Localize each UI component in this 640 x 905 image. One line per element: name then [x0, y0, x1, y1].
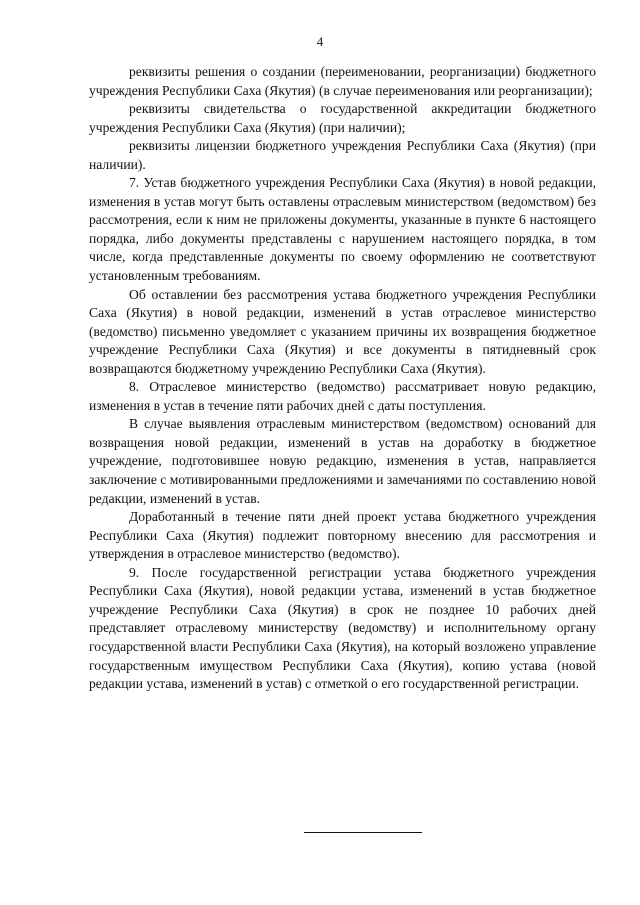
paragraph-resubmission: Доработанный в течение пяти дней проект устава бюджетного учреждения Республики Саха (Якутия) подлежит повторному внесению для рассмотрения и утверждения в отраслевое министерство (ведомство).	[89, 509, 596, 562]
paragraph-item-9: 9. После государственной регистрации устава бюджетного учреждения Республики Саха (Якутия), новой редакции устава, изменений в устав бюджетное учреждение Республики Саха (Якутия) в срок не позднее 10 рабочих дней представляет отраслевому министерству (ведомству) и исполнительному органу государственной власти Республики Саха (Якутия), на который возложено управление государственным имуществом Республики Саха (Якутия), копию устава (новой редакции устава, изменений в устав) с отметкой о его государственной регистрации.	[89, 564, 596, 692]
paragraph-requisites-accreditation: реквизиты свидетельства о государственной аккредитации бюджетного учреждения Республики Саха (Якутия) (при наличии);	[89, 101, 596, 135]
paragraph-item-7: 7. Устав бюджетного учреждения Республики Саха (Якутия) в новой редакции, изменения в устав могут быть оставлены отраслевым министерством (ведомством) без рассмотрения, если к ним не приложены документы, указанные в пункте 6 настоящего порядка, либо документы представлены с нарушением настоящего порядка, в том числе, когда представленные документы по своему оформлению не соответствуют установленным требованиям.	[89, 175, 596, 284]
page-number: 4	[316, 34, 324, 49]
document-body	[89, 63, 596, 694]
paragraph-item-8: 8. Отраслевое министерство (ведомство) рассматривает новую редакцию, изменения в устав в течение пяти рабочих дней с даты поступления.	[89, 379, 596, 413]
paragraph-requisites-decision: реквизиты решения о создании (переименовании, реорганизации) бюджетного учреждения Республики Саха (Якутия) (в случае переименования или реорганизации);	[89, 64, 596, 98]
paragraph-rejection-notice: Об оставлении без рассмотрения устава бюджетного учреждения Республики Саха (Якутия) в новой редакции, изменений в устав отраслевое министерство (ведомство) письменно уведомляет с указанием причины их возвращения бюджетное учреждение Республики Саха (Якутия) и все документы в пятидневный срок возвращаются бюджетному учреждению Республики Саха (Якутия).	[89, 286, 596, 376]
paragraph-requisites-license: реквизиты лицензии бюджетного учреждения Республики Саха (Якутия) (при наличии).	[89, 138, 596, 172]
paragraph-return-for-revision: В случае выявления отраслевым министерством (ведомством) оснований для возвращения новой редакции, изменений в устав на доработку в бюджетное учреждение, подготовившее новую редакцию, изменения в устав, направляется заключение с мотивированными предложениями и замечаниями по составлению новой редакции, изменений в устав.	[89, 416, 596, 506]
end-divider	[304, 832, 422, 833]
